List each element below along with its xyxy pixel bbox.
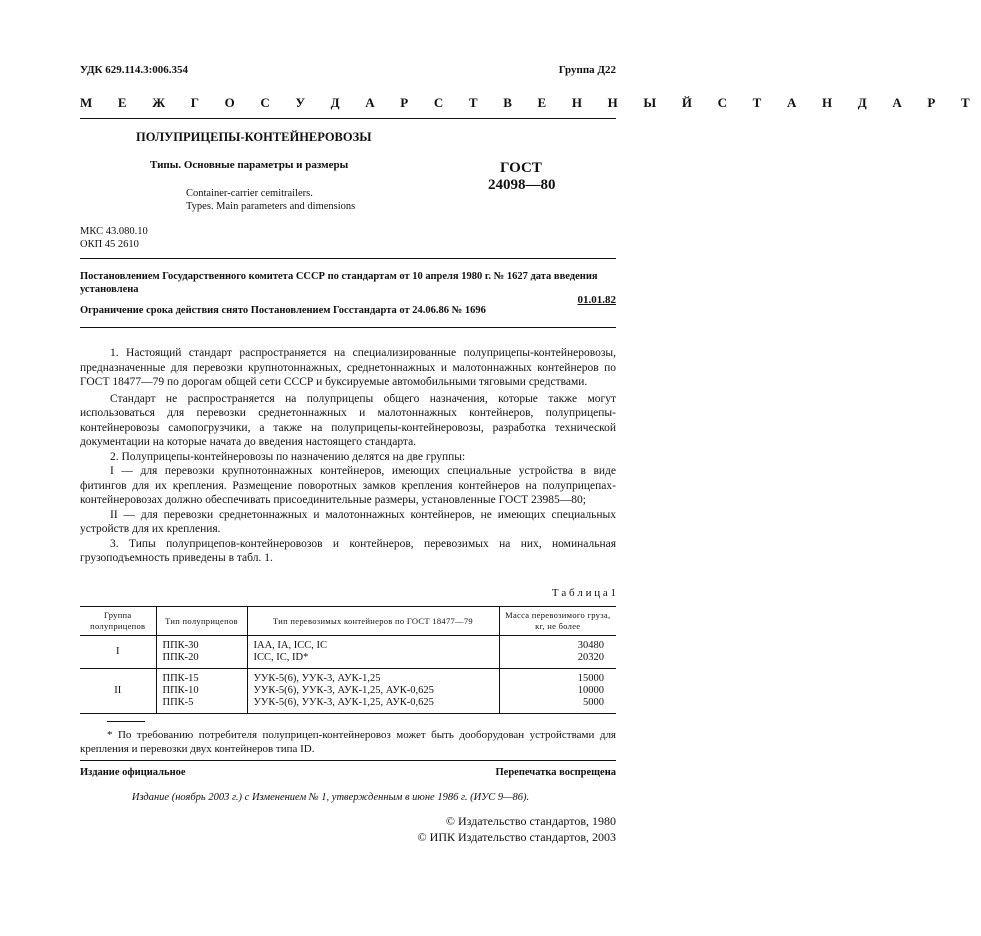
header-containers: Тип перевозимых контейнеров по ГОСТ 18477—79 xyxy=(247,607,499,636)
english-title-line2: Types. Main parameters and dimensions xyxy=(186,201,356,212)
mass-value: 15000 xyxy=(577,673,604,684)
table-row xyxy=(80,669,616,714)
container-value: IAA, IA, ICC, IC xyxy=(253,640,327,651)
udk-code: УДК 629.114.3:006.354 xyxy=(80,64,189,76)
classification-divider xyxy=(80,258,616,259)
decree-text: Постановлением Государственного комитета СССР по стандартам от 10 апреля 1980 г. № 1627 дата введения установлена xyxy=(80,271,598,295)
cell-containers xyxy=(247,636,499,669)
cell-group: I xyxy=(80,636,156,669)
header-divider xyxy=(80,118,616,119)
decree-date: 01.01.82 xyxy=(577,294,616,306)
footnote-divider xyxy=(80,760,616,761)
gost-label: ГОСТ xyxy=(500,160,542,176)
standard-kind: М Е Ж Г О С У Д А Р С Т В Е Н Н Ы Й С Т А Н Д А Р Т xyxy=(80,95,981,110)
table-1 xyxy=(80,606,616,714)
header-group: Группа полуприцепов xyxy=(80,607,156,636)
mass-value: 10000 xyxy=(577,685,604,696)
cell-types xyxy=(156,636,247,669)
edition-note: Издание (ноябрь 2003 г.) с Изменением № 1, утвержденным в июне 1986 г. (ИУС 9—86). xyxy=(131,792,530,803)
type-value: ППК-20 xyxy=(162,652,199,663)
container-value: ICC, IC, ID* xyxy=(253,652,309,663)
paragraph-types: 3. Типы полуприцепов-контейнеровозов и контейнеров, перевозимых на них, номинальная грузоподъемность приведены в табл. 1. xyxy=(80,537,616,564)
group-code: Группа Д22 xyxy=(558,64,616,76)
limitation-text: Ограничение срока действия снято Постановлением Госстандарта от 24.06.86 № 1696 xyxy=(80,305,486,316)
cell-types xyxy=(156,669,247,714)
paragraph-groups: 2. Полуприцепы-контейнеровозы по назначению делятся на две группы: xyxy=(110,450,466,463)
footnote-rule xyxy=(107,721,145,722)
table-caption: Т а б л и ц а 1 xyxy=(551,587,616,599)
container-value: УУК-5(6), УУК-3, АУК-1,25 xyxy=(253,673,381,684)
container-value: УУК-5(6), УУК-3, АУК-1,25, АУК-0,625 xyxy=(253,685,434,696)
reprint-prohibited: Перепечатка воспрещена xyxy=(495,767,616,778)
copyright-1980: © Издательство стандартов, 1980 xyxy=(445,814,616,828)
cell-containers xyxy=(247,669,499,714)
gost-number: 24098—80 xyxy=(488,177,556,193)
paragraph-scope: 1. Настоящий стандарт распространяется на специализированные полуприцепы-контейнеровозы, предназначенные для перевозки крупнотоннажных, среднетоннажных и малотоннажных контейнеров по ГОСТ 18477—79 по дорогам общей сети СССР и буксируемые автомобильными тяговыми средствами. xyxy=(80,347,616,388)
type-value: ППК-5 xyxy=(162,697,194,708)
paragraph-group-one: I — для перевозки крупнотоннажных контейнеров, имеющих специальные устройства в виде фитингов для их крепления. Размещение поворотных замков крепления контейнеров на полуприцепах-контейнеровозах должно обеспечивать присоединительные размеры, установленные ГОСТ 23985—80; xyxy=(80,465,616,506)
document-subtitle: Типы. Основные параметры и размеры xyxy=(150,159,349,171)
okp-code: ОКП 45 2610 xyxy=(80,239,139,250)
footnote: * По требованию потребителя полуприцеп-контейнеровоз может быть дооборудован устройствами для крепления и перевозки двух контейнеров типа ID. xyxy=(80,729,616,755)
cell-group: II xyxy=(80,669,156,714)
document-title: ПОЛУПРИЦЕПЫ-КОНТЕЙНЕРОВОЗЫ xyxy=(136,130,372,144)
body-text xyxy=(80,346,616,566)
mass-value: 30480 xyxy=(577,640,604,651)
copyright-2003: © ИПК Издательство стандартов, 2003 xyxy=(417,830,616,844)
container-value: УУК-5(6), УУК-3, АУК-1,25, АУК-0,625 xyxy=(253,697,434,708)
cell-masses xyxy=(499,669,616,714)
mass-value: 5000 xyxy=(583,697,604,708)
paragraph-exclusions: Стандарт не распространяется на полуприцепы общего назначения, которые также могут использоваться для перевозки среднетоннажных и малотоннажных контейнеров, полуприцепы-контейнеровозы самопогрузчики, а также на полуприцепы-контейнеровозы, разработка технической документации на которые начата до введения настоящего стандарта. xyxy=(80,392,616,448)
official-edition: Издание официальное xyxy=(80,767,186,778)
decree-divider xyxy=(80,327,616,328)
type-value: ППК-10 xyxy=(162,685,199,696)
paragraph-group-two: II — для перевозки среднетоннажных и малотоннажных контейнеров, не имеющих специальных устройств для их крепления. xyxy=(80,508,616,535)
table-row xyxy=(80,636,616,669)
mass-value: 20320 xyxy=(577,652,604,663)
type-value: ППК-30 xyxy=(162,640,199,651)
mks-code: МКС 43.080.10 xyxy=(80,226,148,237)
cell-masses xyxy=(499,636,616,669)
type-value: ППК-15 xyxy=(162,673,199,684)
table-header-row xyxy=(80,607,616,636)
header-type: Тип полуприцепов xyxy=(156,607,247,636)
header-mass: Масса перевозимого груза, кг, не более xyxy=(499,607,616,636)
english-title-line1: Container-carrier cemitrailers. xyxy=(186,188,313,199)
